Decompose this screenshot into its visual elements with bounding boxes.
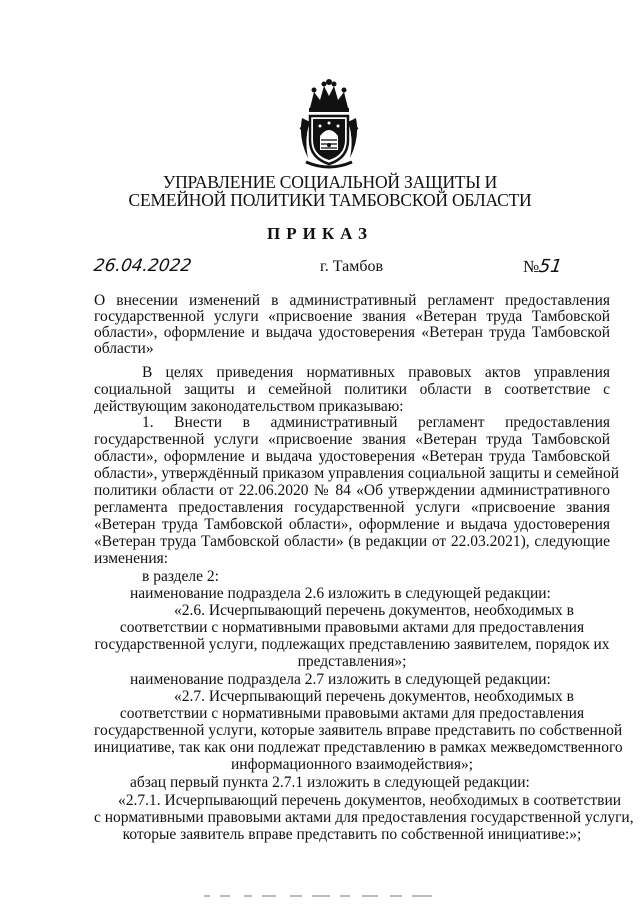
body-line: 1. Внести в административный регламент предоставления	[142, 414, 610, 431]
body-line: В целях приведения нормативных правовых актов управления	[142, 364, 610, 381]
body-line: области», утверждённый приказом управления социальной защиты и семейной	[94, 465, 620, 482]
body-line: государственной услуги, которые заявитель вправе представить по собственной	[94, 722, 623, 739]
city-name: г. Тамбов	[320, 258, 384, 275]
organization-name-line-2: СЕМЕЙНОЙ ПОЛИТИКИ ТАМБОВСКОЙ ОБЛАСТИ	[128, 190, 532, 210]
body-line: соответствии с нормативными правовыми актами для предоставления	[119, 619, 585, 636]
scan-artifact	[200, 893, 440, 899]
number-sign: №	[523, 257, 540, 276]
body-line: в разделе 2:	[142, 568, 219, 585]
body-line: «2.7.1. Исчерпывающий перечень документов, необходимых в соответствии	[118, 792, 622, 809]
body-line: наименование подраздела 2.6 изложить в следующей редакции:	[130, 585, 551, 602]
title-line: О внесении изменений в административный регламент предоставления	[94, 292, 610, 309]
title-line: области»	[94, 340, 154, 357]
body-line: инициативе, так как они подлежат представлению в рамках межведомственного	[94, 739, 623, 756]
body-line: государственной услуги «присвоение звания «Ветеран труда Тамбовской	[94, 431, 610, 448]
body-line: абзац первый пункта 2.7.1 изложить в следующей редакции:	[130, 774, 530, 791]
tambov-coat-of-arms-icon	[296, 78, 362, 170]
body-line: с нормативными правовыми актами для предоставления государственной услуги,	[94, 809, 634, 826]
body-line: действующим законодательством приказываю:	[94, 398, 404, 415]
body-line: наименование подраздела 2.7 изложить в следующей редакции:	[130, 671, 551, 688]
body-line: «2.6. Исчерпывающий перечень документов, необходимых в	[174, 602, 574, 619]
body-line: политики области от 22.06.2020 № 84 «Об утверждении административного	[94, 482, 610, 499]
handwritten-date: 26.04.2022	[92, 256, 193, 276]
organization-name-line-1: УПРАВЛЕНИЕ СОЦИАЛЬНОЙ ЗАЩИТЫ И	[162, 172, 498, 192]
document-type-title: ПРИКАЗ	[267, 224, 373, 243]
body-line: государственной услуги, подлежащих представлению заявителем, порядок их	[94, 636, 610, 653]
body-line: соответствии с нормативными правовыми актами для предоставления	[119, 705, 585, 722]
body-line: представления»;	[297, 653, 407, 670]
body-line: которые заявитель вправе представить по собственной инициативе:»;	[122, 826, 582, 843]
document-number	[523, 256, 562, 277]
body-line: регламента предоставления государственной услуги «присвоение звания	[94, 499, 610, 516]
body-line: социальной защиты и семейной политики области в соответствие с	[94, 381, 610, 398]
title-line: государственной услуги «присвоение звания «Ветеран труда Тамбовской	[94, 308, 610, 325]
handwritten-number: 51	[537, 256, 564, 277]
body-line: информационного взаимодействия»;	[231, 756, 473, 773]
body-line: изменения:	[94, 550, 169, 567]
title-line: области», оформление и выдача удостоверения «Ветеран труда Тамбовской	[94, 324, 610, 341]
body-line: «Ветеран труда Тамбовской области» (в редакции от 22.03.2021), следующие	[94, 533, 610, 550]
body-line: «2.7. Исчерпывающий перечень документов, необходимых в	[174, 688, 574, 705]
body-line: «Ветеран труда Тамбовской области», оформление и выдача удостоверения	[94, 516, 610, 533]
body-line: области», оформление и выдача удостоверения «Ветеран труда Тамбовской	[94, 448, 610, 465]
